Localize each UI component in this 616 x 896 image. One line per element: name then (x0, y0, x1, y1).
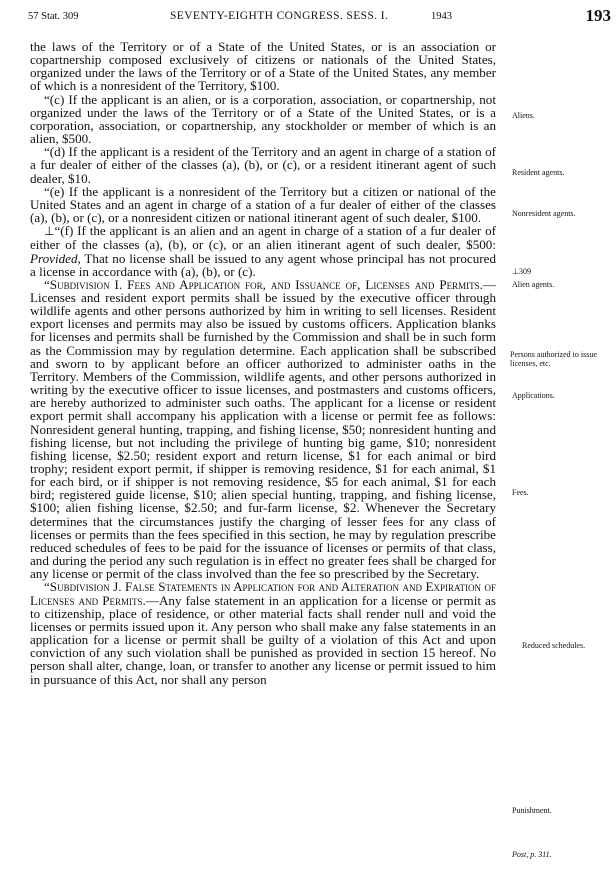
paragraph-d: “(d) If the applicant is a resident of the Territory and an agent in charge of a station of a fur dealer of either of the classes (a), (b), or (c), or a resident itinerant agent of such dealer, $10. (30, 144, 496, 186)
margin-page-ref: ⊥309 (512, 267, 531, 276)
page-number: 193 (585, 6, 611, 25)
margin-note-fees: Fees. (512, 488, 529, 497)
subdivision-i-text: —Licenses and resident export permits shall be issued by the executive officer through wildlife agents and other persons authorized by him in writing to sell licenses. Resident export licenses and permits may also be issued by customs officers. Application blanks for licenses and permits shall be furnished by the Commission and shall be in such form as the Commission may by regulation determine. Each application shall be subscribed and sworn to by applicant before an officer authorized to administer oaths in the Territory. Members of the Commission, wildlife agents, and other persons authorized in writing by the executive officer to issue licenses, and postmasters and customs officers, are hereby authorized to administer such oaths. The applicant for a license or resident export permit shall accompany his application with a license or permit fee as follows: Nonresident general hunting, trapping, and fishing license, $50; nonresident hunting and fishing license, but not including the privilege of hunting big game, $10; nonresident fishing license, $2.50; resident export and return license, $1 for each animal or bird trophy; resident export permit, if shipper is removing residence, $1 for each animal, $1 for each bird, or if shipper is not removing residence, $5 for each animal, $1 for each bird; registered guide license, $10; alien special hunting, trapping, and fishing license, $100; alien fishing license, $2.50; and fur-farm license, $2. Whenever the Secretary determines that the circumstances justify the charging of lesser fees for any class of licenses or permits than the fees specified in this section, he may by regulation prescribe reduced schedules of fees to be paid for the issuance of licenses or permits of that class, and during the period any such regulation is in effect no greater fees shall be charged for any license or permit of the class involved than the fee so prescribed by the Secretary. (30, 276, 496, 582)
paragraph-continuation: the laws of the Territory or of a State of the United States, or is an association or copartnership composed exclusively of citizens or nationals of the United States, organized under the laws of the Territory or of a State of the United States, any member of which is a nonresident of the Territory, $100. (30, 39, 496, 94)
subdivision-j (30, 580, 496, 685)
margin-note-resident-agents: Resident agents. (512, 168, 565, 177)
margin-note-punishment: Punishment. (512, 806, 552, 815)
session-year: 1943 (431, 11, 452, 22)
margin-note-aliens: Aliens. (512, 111, 535, 120)
paragraph-e: “(e) If the applicant is a nonresident of the Territory but a citizen or national of the United States and an agent in charge of a station of a fur dealer of either of the classes (a), (b), or (c), or a nonresident citizen or national itinerant agent of such dealer, $100. (30, 183, 496, 226)
paragraph-f-text: “(f) If the applicant is an alien and an agent in charge of a station of a fur dealer of either of the classes (a), (b), or (c), or an alien itinerant agent of such dealer, $500: (30, 223, 496, 253)
margin-note-alien-agents: Alien agents. (512, 280, 555, 289)
margin-note-applications: Applications. (512, 391, 555, 400)
paragraph-f-proviso: That no license shall be issued to any agent whose principal has not procured a license in accordance with (a), (b), or (c). (30, 250, 496, 279)
subdivision-i (30, 278, 496, 581)
page-header (28, 6, 611, 28)
margin-note-reduced-schedules: Reduced schedules. (522, 641, 586, 650)
paragraph-c: “(c) If the applicant is an alien, or is a corporation, association, or copartnership, not organized under the laws of the Territory or of a State of the United States, or is a corporation, association, or copartnership, any stockholder or member of which is an alien, $500. (30, 91, 496, 147)
margin-note-post-ref: Post, p. 311. (512, 850, 552, 859)
proviso-italic: Provided, (30, 250, 81, 266)
margin-note-persons-authorized: Persons authorized to issue licenses, etc. (510, 350, 597, 368)
running-title: SEVENTY-EIGHTH CONGRESS. SESS. I. (170, 10, 389, 22)
statute-citation: 57 Stat. 309 (28, 11, 79, 22)
page-break-marker: ⊥ (44, 224, 55, 239)
subdivision-j-heading: “Subdivision J. False Statements in Application for and Alteration and Expiration of Licenses and Permits. (30, 579, 496, 608)
paragraph-f (30, 224, 496, 278)
subdivision-j-text: —Any false statement in an application for a license or permit as to citizenship, place of residence, or other material facts shall render null and void the licenses or permits issued upon it. Any person who shall make any false statements in an application for a license or permit shall be guilty of a violation of this Act and upon conviction of any such violation shall be punished as provided in section 15 hereof. No person shall alter, change, loan, or transfer to another any license or permit issued to him in pursuance of this Act, nor shall any person (30, 592, 497, 687)
subdivision-i-heading: “Subdivision I. Fees and Application for, and Issuance of, Licenses and Permits. (44, 276, 483, 292)
margin-note-nonresident-agents: Nonresident agents. (512, 209, 576, 218)
statute-body (30, 40, 496, 686)
